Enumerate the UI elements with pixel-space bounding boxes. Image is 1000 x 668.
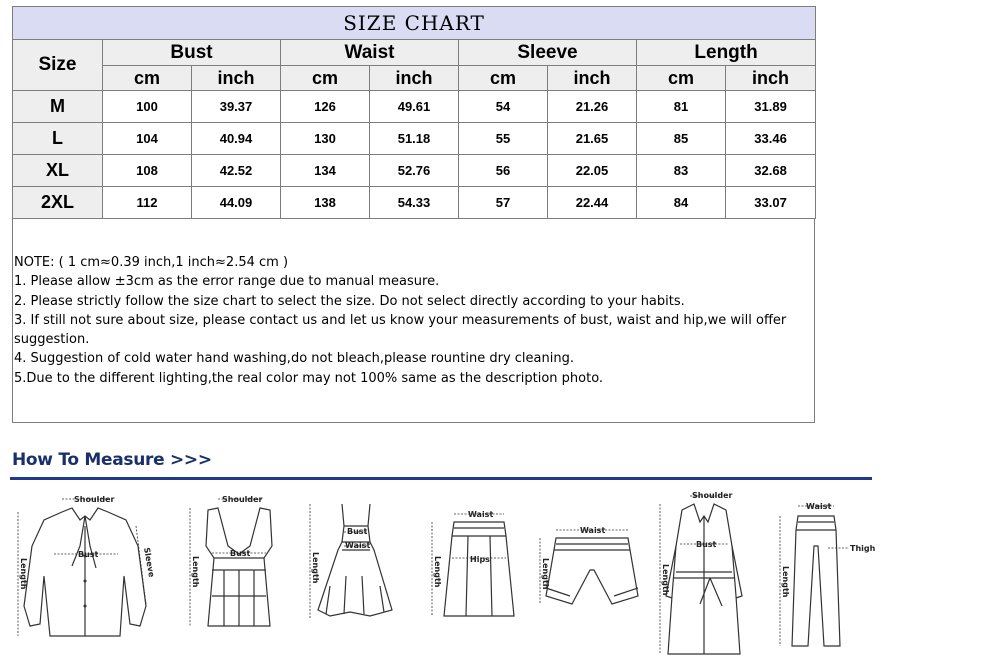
note-conversion: NOTE: ( 1 cm≈0.39 inch,1 inch≈2.54 cm ) bbox=[14, 255, 289, 270]
table-cell: 108 bbox=[103, 155, 192, 187]
note-line: 3. If still not sure about size, please contact us and let us know your measurements of bust, waist and hip,we will offer bbox=[14, 312, 787, 328]
note-line: 1. Please allow ±3cm as the error range due to manual measure. bbox=[14, 274, 440, 290]
note-line: suggestion. bbox=[14, 332, 90, 348]
label-shoulder: Shoulder bbox=[74, 495, 115, 504]
table-cell: 126 bbox=[281, 91, 370, 123]
size-table bbox=[12, 6, 816, 219]
label-bust: Bust bbox=[696, 540, 717, 549]
label-length: Length bbox=[541, 558, 550, 590]
unit-header: cm bbox=[637, 66, 726, 91]
coat-illustration bbox=[650, 486, 760, 656]
table-cell: 138 bbox=[281, 187, 370, 219]
table-cell: 104 bbox=[103, 123, 192, 155]
table-cell: 31.89 bbox=[726, 91, 816, 123]
label-waist: Waist bbox=[806, 502, 832, 511]
tank-illustration bbox=[178, 486, 293, 656]
table-row bbox=[13, 91, 816, 123]
label-thigh: Thigh bbox=[850, 544, 876, 553]
label-length: Length bbox=[19, 558, 28, 590]
label-waist: Waist bbox=[580, 526, 606, 535]
table-cell: 22.44 bbox=[548, 187, 637, 219]
table-cell: 81 bbox=[637, 91, 726, 123]
group-header-sleeve: Sleeve bbox=[459, 40, 637, 66]
label-bust: Bust bbox=[347, 527, 368, 536]
label-length: Length bbox=[781, 566, 790, 598]
table-cell: 55 bbox=[459, 123, 548, 155]
unit-header: inch bbox=[548, 66, 637, 91]
table-cell: 112 bbox=[103, 187, 192, 219]
size-cell: 2XL bbox=[13, 187, 103, 219]
table-cell: 33.07 bbox=[726, 187, 816, 219]
table-row bbox=[13, 187, 816, 219]
table-cell: 49.61 bbox=[370, 91, 459, 123]
notes-box bbox=[12, 219, 815, 423]
size-cell: L bbox=[13, 123, 103, 155]
note-line: 2. Please strictly follow the size chart to select the size. Do not select directly according to your habits. bbox=[14, 293, 685, 309]
size-chart-title: SIZE CHART bbox=[13, 7, 816, 40]
table-cell: 85 bbox=[637, 123, 726, 155]
table-cell: 54 bbox=[459, 91, 548, 123]
table-cell: 134 bbox=[281, 155, 370, 187]
size-column-header: Size bbox=[13, 40, 103, 91]
skirt-illustration bbox=[420, 486, 530, 656]
shirt-illustration bbox=[10, 486, 170, 656]
label-length: Length bbox=[433, 556, 442, 588]
size-cell: XL bbox=[13, 155, 103, 187]
divider bbox=[10, 477, 872, 480]
group-header-bust: Bust bbox=[103, 40, 281, 66]
unit-header: cm bbox=[459, 66, 548, 91]
table-row bbox=[13, 123, 816, 155]
unit-header: inch bbox=[370, 66, 459, 91]
table-cell: 40.94 bbox=[192, 123, 281, 155]
table-cell: 39.37 bbox=[192, 91, 281, 123]
note-line: 5.Due to the different lighting,the real color may not 100% same as the description photo. bbox=[14, 370, 604, 386]
unit-header: cm bbox=[281, 66, 370, 91]
table-cell: 83 bbox=[637, 155, 726, 187]
how-to-measure-title: How To Measure >>> bbox=[12, 450, 212, 470]
dress-illustration bbox=[300, 486, 415, 656]
measure-figures bbox=[10, 486, 880, 656]
table-cell: 42.52 bbox=[192, 155, 281, 187]
table-cell: 22.05 bbox=[548, 155, 637, 187]
label-bust: Bust bbox=[78, 550, 99, 559]
shorts-illustration bbox=[530, 486, 650, 656]
group-header-waist: Waist bbox=[281, 40, 459, 66]
label-bust: Bust bbox=[230, 549, 251, 558]
group-header-length: Length bbox=[637, 40, 816, 66]
note-line: 4. Suggestion of cold water hand washing,do not bleach,please rountine dry cleaning. bbox=[14, 351, 574, 367]
unit-header: inch bbox=[726, 66, 816, 91]
size-cell: M bbox=[13, 91, 103, 123]
label-length: Length bbox=[661, 564, 670, 596]
label-shoulder: Shoulder bbox=[222, 495, 263, 504]
table-cell: 54.33 bbox=[370, 187, 459, 219]
table-row bbox=[13, 155, 816, 187]
label-hips: Hips bbox=[470, 555, 490, 564]
table-cell: 84 bbox=[637, 187, 726, 219]
table-cell: 44.09 bbox=[192, 187, 281, 219]
size-chart bbox=[12, 6, 815, 423]
table-cell: 21.65 bbox=[548, 123, 637, 155]
pants-illustration bbox=[768, 486, 880, 656]
table-cell: 100 bbox=[103, 91, 192, 123]
unit-header: inch bbox=[192, 66, 281, 91]
unit-header: cm bbox=[103, 66, 192, 91]
table-cell: 56 bbox=[459, 155, 548, 187]
table-cell: 51.18 bbox=[370, 123, 459, 155]
table-cell: 21.26 bbox=[548, 91, 637, 123]
table-cell: 130 bbox=[281, 123, 370, 155]
table-cell: 32.68 bbox=[726, 155, 816, 187]
table-cell: 52.76 bbox=[370, 155, 459, 187]
label-sleeve: Sleeve bbox=[142, 546, 157, 578]
label-waist: Waist bbox=[345, 541, 371, 550]
label-length: Length bbox=[191, 556, 200, 588]
label-waist: Waist bbox=[468, 510, 494, 519]
label-length: Length bbox=[311, 552, 320, 584]
label-shoulder: Shoulder bbox=[692, 491, 733, 500]
table-cell: 57 bbox=[459, 187, 548, 219]
table-cell: 33.46 bbox=[726, 123, 816, 155]
